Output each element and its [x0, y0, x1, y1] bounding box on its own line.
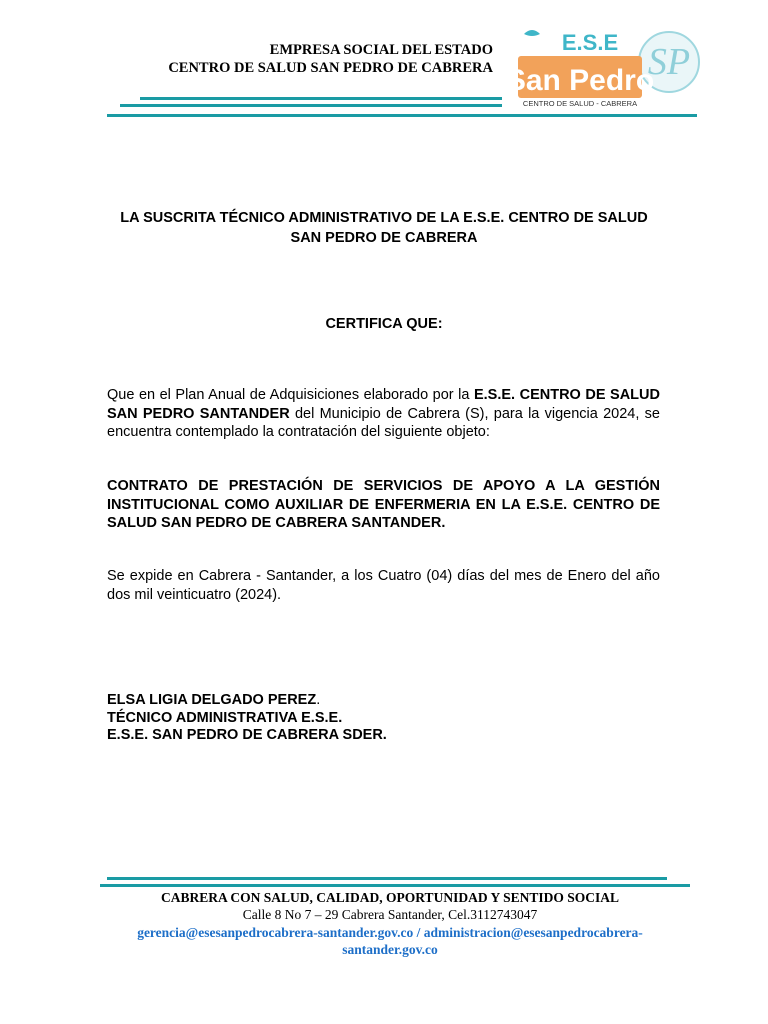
logo-main-text: San Pedro: [516, 64, 655, 97]
footer-email-gerencia[interactable]: gerencia@esesanpedrocabrera-santander.gov.co: [137, 925, 414, 940]
ese-san-pedro-logo: [516, 24, 702, 108]
footer-rule-bottom: [100, 884, 690, 887]
header-rule-mid: [120, 104, 502, 107]
title-line1: LA SUSCRITA TÉCNICO ADMINISTRATIVO DE LA E.S.E. CENTRO DE SALUD: [120, 210, 648, 226]
expide-paragraph: Se expide en Cabrera - Santander, a los Cuatro (04) días del mes de Enero del año dos mil veinticuatro (2024).: [107, 568, 660, 603]
signer-name-dot: .: [316, 692, 321, 708]
footer-rule-top: [107, 877, 667, 880]
document-title: [100, 208, 668, 248]
footer-emails: [100, 924, 680, 958]
signer-role: TÉCNICO ADMINISTRATIVA E.S.E.: [107, 709, 343, 726]
logo-monogram: SP: [647, 41, 691, 83]
contract-object: CONTRATO DE PRESTACIÓN DE SERVICIOS DE APOYO A LA GESTIÓN INSTITUCIONAL COMO AUXILIAR DE ENFERMERIA EN LA E.S.E. CENTRO DE SALUD SAN PEDRO DE CABRERA SANTANDER.: [107, 478, 660, 531]
footer-email-administracion[interactable]: administracion@esesanpedrocabrera-santander.gov.co: [342, 925, 643, 957]
certifica-heading: CERTIFICA QUE:: [325, 316, 443, 332]
paragraph1-part2: del Municipio de Cabrera (S), para la vigencia 2024, se encuentra contemplado la contratación del siguiente objeto:: [107, 405, 660, 440]
header-org-line1: EMPRESA SOCIAL DEL ESTADO: [269, 42, 493, 58]
paragraph1-part1: Que en el Plan Anual de Adquisiciones elaborado por la: [107, 387, 474, 403]
paragraph1-entity: E.S.E. CENTRO DE SALUD SAN PEDRO SANTANDER: [107, 387, 660, 422]
paragraph-plan-anual: [107, 386, 660, 442]
header-org-line2: CENTRO DE SALUD SAN PEDRO DE CABRERA: [168, 60, 493, 76]
footer-email-separator: /: [413, 925, 424, 940]
footer-slogan: CABRERA CON SALUD, CALIDAD, OPORTUNIDAD Y SENTIDO SOCIAL: [161, 890, 619, 905]
signer-entity: E.S.E. SAN PEDRO DE CABRERA SDER.: [107, 727, 387, 743]
signer-name: ELSA LIGIA DELGADO PEREZ: [107, 692, 317, 708]
logo-sub-text: CENTRO DE SALUD - CABRERA: [522, 99, 638, 108]
logo-top-text: E.S.E: [561, 30, 619, 55]
title-line2: SAN PEDRO DE CABRERA: [290, 230, 478, 246]
signature-block: [107, 692, 387, 745]
header-rule-short: [140, 97, 502, 100]
header-rule-long: [107, 114, 697, 117]
footer-address: Calle 8 No 7 – 29 Cabrera Santander, Cel.3112743047: [242, 907, 538, 922]
